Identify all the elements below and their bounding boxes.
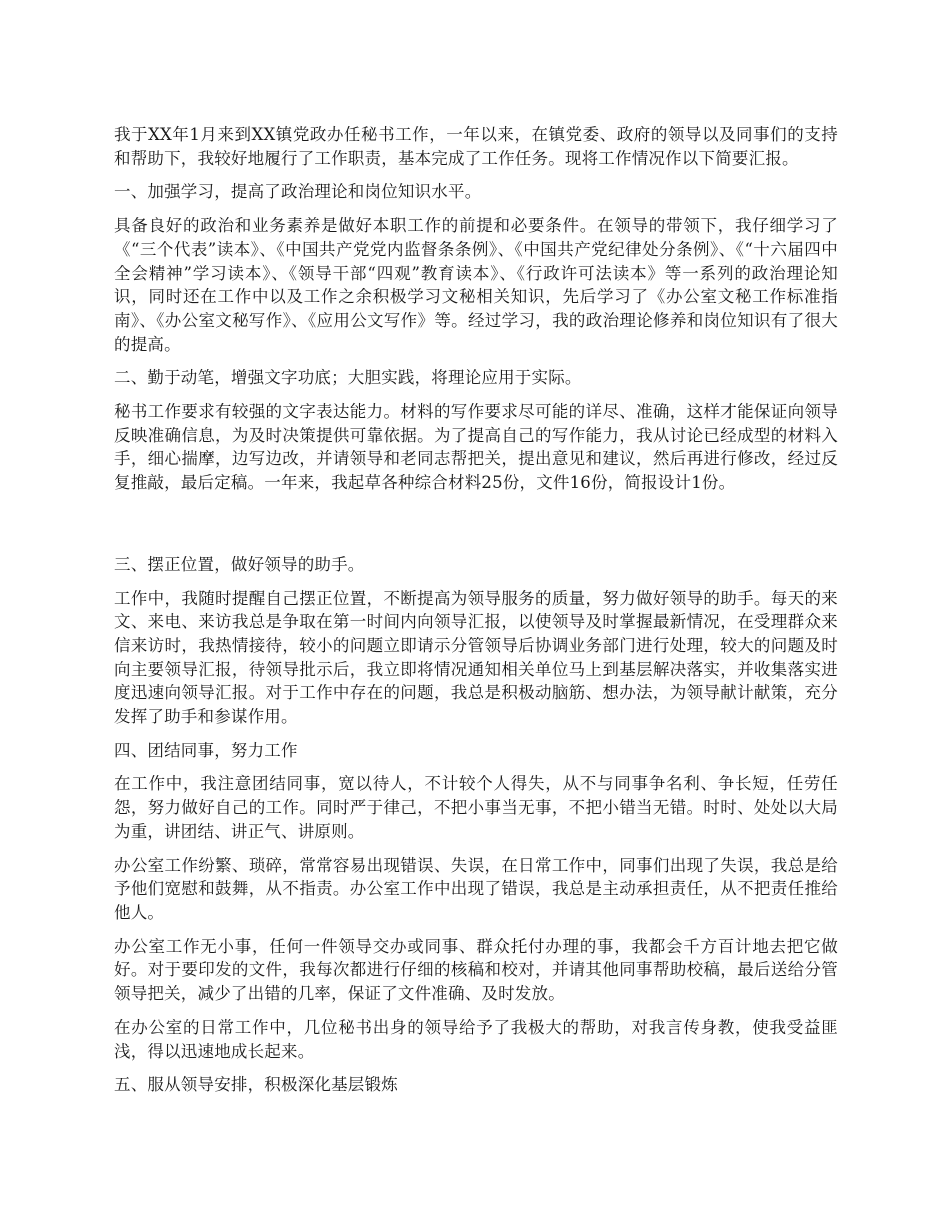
section-3-heading: 三、摆正位置，做好领导的助手。 [114,554,365,574]
document-body [114,123,838,1107]
section-2-heading: 二、勤于动笔，增强文字功底；大胆实践，将理论应用于实际。 [114,368,582,388]
section-2-paragraph: 秘书工作要求有较强的文字表达能力。材料的写作要求尽可能的详尽、准确，这样才能保证向领导反映准确信息，为及时决策提供可靠依据。为了提高自己的写作能力，我从讨论已经成型的材料入手，细心揣摩，边写边改，并请领导和老同志帮把关，提出意见和建议，然后再进行修改，经过反复推敲，最后定稿。一年来，我起草各种综合材料25份，文件16份，简报设计1份。 [114,402,838,493]
section-4-paragraph-4: 在办公室的日常工作中，几位秘书出身的领导给予了我极大的帮助，对我言传身教，使我受益匪浅，得以迅速地成长起来。 [114,1017,838,1061]
section-4-heading: 四、团结同事，努力工作 [114,740,298,760]
section-3-paragraph: 工作中，我随时提醒自己摆正位置，不断提高为领导服务的质量，努力做好领导的助手。每天的来文、来电、来访我总是争取在第一时间内向领导汇报，以使领导及时掌握最新情况，在受理群众来信来访时，我热情接待，较小的问题立即请示分管领导后协调业务部门进行处理，较大的问题及时向主要领导汇报，待领导批示后，我立即将情况通知相关单位马上到基层解决落实，并收集落实进度迅速向领导汇报。对于工作中存在的问题，我总是积极动脑筋、想办法，为领导献计献策，充分发挥了助手和参谋作用。 [114,588,838,727]
section-5-heading: 五、服从领导安排，积极深化基层锻炼 [114,1075,398,1095]
intro-paragraph: 我于XX年1月来到XX镇党政办任秘书工作，一年以来，在镇党委、政府的领导以及同事们的支持和帮助下，我较好地履行了工作职责，基本完成了工作任务。现将工作情况作以下简要汇报。 [114,125,838,168]
section-1-heading: 一、加强学习，提高了政治理论和岗位知识水平。 [114,182,482,202]
section-4-paragraph-2: 办公室工作纷繁、琐碎，常常容易出现错误、失误，在日常工作中，同事们出现了失误，我总是给予他们宽慰和鼓舞，从不指责。办公室工作中出现了错误，我总是主动承担责任，从不把责任推给他人。 [114,855,838,922]
section-4-paragraph-3: 办公室工作无小事，任何一件领导交办或同事、群众托付办理的事，我都会千方百计地去把它做好。对于要印发的文件，我每次都进行仔细的核稿和校对，并请其他同事帮助校稿，最后送给分管领导把关，减少了出错的几率，保证了文件准确、及时发放。 [114,936,838,1004]
section-4-paragraph-1: 在工作中，我注意团结同事，宽以待人，不计较个人得失，从不与同事争名利、争长短，任劳任怨，努力做好自己的工作。同时严于律己，不把小事当无事，不把小错当无错。时时、处处以大局为重，讲团结、讲正气、讲原则。 [114,774,838,841]
section-1-paragraph: 具备良好的政治和业务素养是做好本职工作的前提和必要条件。在领导的带领下，我仔细学习了《“三个代表”读本》、《中国共产党党内监督条条例》、《中国共产党纪律处分条例》、《“十六届四中全会精神”学习读本》、《领导干部“四观”教育读本》、《行政许可法读本》等一系列的政治理论知识，同时还在工作中以及工作之余积极学习文秘相关知识，先后学习了《办公室文秘工作标准指南》、《办公室文秘写作》、《应用公文写作》等。经过学习，我的政治理论修养和岗位知识有了很大的提高。 [114,216,838,354]
blank-spacer [114,505,838,553]
